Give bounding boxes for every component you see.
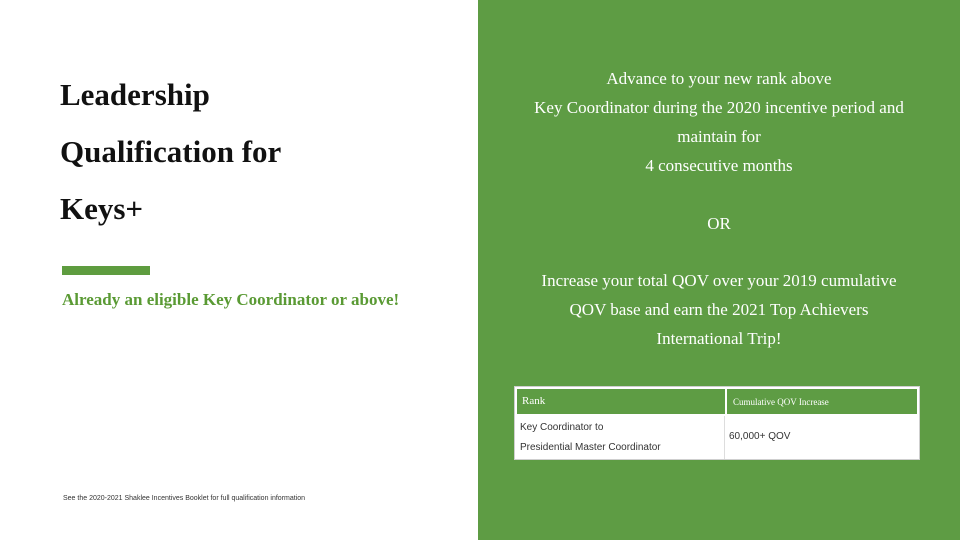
cell-rank-line: Key Coordinator to <box>520 422 604 433</box>
footnote: See the 2020-2021 Shaklee Incentives Booklet for full qualification information <box>63 495 306 502</box>
requirement-line: Increase your total QOV over your 2019 cumulative <box>541 271 897 290</box>
accent-divider <box>62 266 150 275</box>
subtitle: Already an eligible Key Coordinator or above! <box>62 290 400 309</box>
title-line: Leadership <box>60 77 210 112</box>
cell-rank-line: Presidential Master Coordinator <box>520 442 661 453</box>
column-header-rank: Rank <box>522 395 546 407</box>
table-header <box>515 387 919 416</box>
or-separator: OR <box>707 214 731 233</box>
title-line: Qualification for <box>60 134 282 169</box>
requirement-line: QOV base and earn the 2021 Top Achievers <box>569 300 869 319</box>
requirement-increase-qov <box>478 266 960 353</box>
requirement-line: Key Coordinator during the 2020 incentive period and <box>534 98 904 117</box>
column-header-qov: Cumulative QOV Increase <box>733 397 829 407</box>
cell-rank <box>520 418 720 458</box>
requirement-line: 4 consecutive months <box>645 156 793 175</box>
column-divider <box>725 389 727 416</box>
column-divider <box>724 416 725 459</box>
requirement-line: Advance to your new rank above <box>606 69 832 88</box>
page-title <box>60 66 460 237</box>
requirement-line: maintain for <box>677 127 761 146</box>
requirement-advance-rank <box>478 64 960 180</box>
table-row <box>515 416 919 459</box>
title-line: Keys+ <box>60 191 144 226</box>
requirement-line: International Trip! <box>656 329 782 348</box>
left-panel <box>0 0 478 540</box>
cell-qov: 60,000+ QOV <box>729 431 791 442</box>
rank-qov-table <box>514 386 920 460</box>
